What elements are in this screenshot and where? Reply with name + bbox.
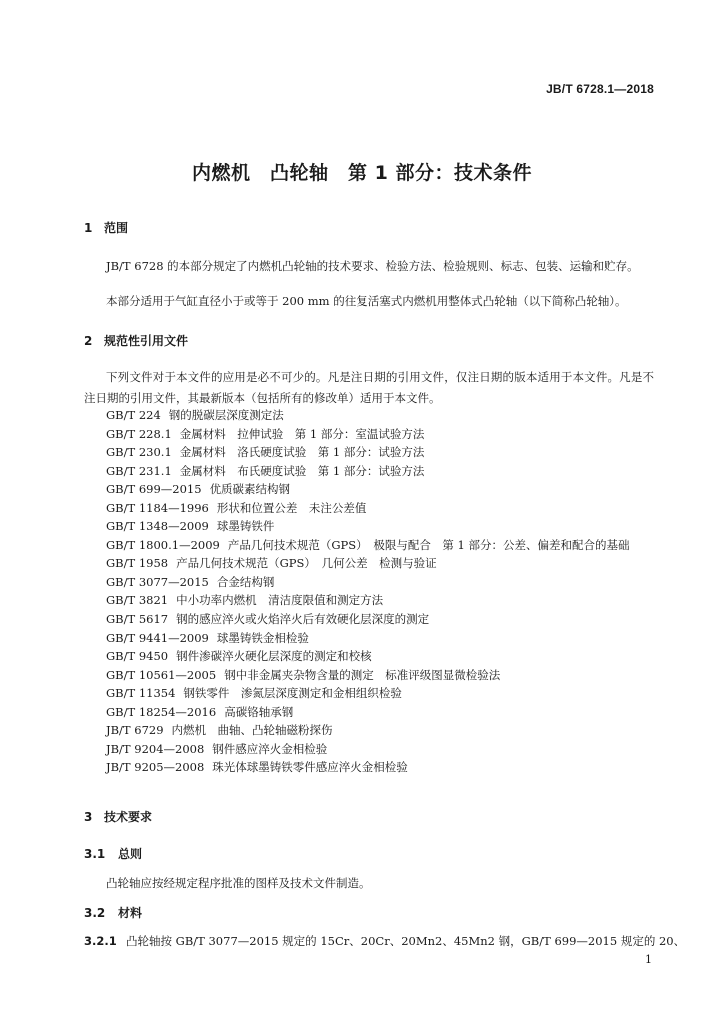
section-number: 1	[84, 221, 93, 235]
general-requirement-text: 凸轮轴应按经规定程序批准的图样及技术文件制造。	[106, 876, 371, 890]
reference-item	[106, 406, 630, 425]
reference-item	[106, 740, 630, 759]
reference-code: GB/T 3077—2015	[106, 574, 209, 589]
reference-code: JB/T 9204—2008	[106, 741, 205, 756]
section-number: 3	[84, 810, 93, 824]
reference-code: GB/T 9450	[106, 649, 169, 664]
reference-item	[106, 703, 630, 722]
reference-title: 珠光体球墨铸铁零件感应淬火金相检验	[212, 760, 408, 775]
reference-code: GB/T 10561—2005	[106, 667, 217, 682]
reference-item	[106, 480, 630, 499]
section-title: 范围	[104, 221, 129, 235]
reference-item	[106, 462, 630, 481]
reference-title: 金属材料 拉伸试验 第 1 部分：室温试验方法	[179, 426, 425, 441]
reference-code: JB/T 9205—2008	[106, 760, 205, 775]
reference-title: 形状和位置公差 未注公差值	[216, 500, 367, 515]
reference-title: 金属材料 布氏硬度试验 第 1 部分：试验方法	[179, 463, 425, 478]
reference-title: 合金结构钢	[216, 574, 275, 589]
subsection-title: 材料	[118, 906, 143, 920]
reference-title: 金属材料 洛氏硬度试验 第 1 部分：试验方法	[179, 445, 425, 460]
reference-code: GB/T 18254—2016	[106, 704, 217, 719]
reference-code: GB/T 5617	[106, 612, 169, 627]
section-title: 规范性引用文件	[104, 334, 189, 348]
reference-code: GB/T 1184—1996	[106, 500, 209, 515]
reference-item	[106, 443, 630, 462]
reference-code: GB/T 228.1	[106, 426, 172, 441]
reference-title: 产品几何技术规范（GPS） 几何公差 检测与验证	[176, 556, 437, 571]
section-2-heading	[84, 332, 188, 349]
reference-item	[106, 573, 630, 592]
reference-title: 钢件渗碳淬火硬化层深度的测定和校核	[176, 649, 372, 664]
reference-item	[106, 721, 630, 740]
reference-title: 钢的脱碳层深度测定法	[168, 408, 284, 422]
reference-code: GB/T 9441—2009	[106, 630, 209, 645]
reference-title: 球墨铸铁金相检验	[216, 630, 309, 645]
subsection-3-1-heading	[84, 845, 142, 862]
section-3-heading	[84, 808, 152, 825]
section-1-heading	[84, 219, 128, 236]
reference-item	[106, 647, 630, 666]
reference-item	[106, 684, 630, 703]
section-number: 2	[84, 334, 93, 348]
reference-item	[106, 517, 630, 536]
reference-title: 钢铁零件 渗氮层深度测定和金相组织检验	[183, 686, 402, 701]
standard-number: JB/T 6728.1—2018	[546, 82, 654, 96]
clause-text: 凸轮轴按 GB/T 3077—2015 规定的 15Cr、20Cr、20Mn2、45Mn2 钢，GB/T 699—2015 规定的 20、	[126, 934, 686, 948]
normative-reference-list	[106, 406, 630, 777]
subsection-title: 总则	[118, 847, 143, 861]
scope-paragraph-2: 本部分适用于气缸直径小于或等于 200 mm 的往复活塞式内燃机用整体式凸轮轴（以下简称凸轮轴）。	[106, 294, 627, 308]
reference-title: 钢件感应淬火金相检验	[212, 741, 328, 756]
section-title: 技术要求	[104, 810, 153, 824]
reference-title: 中小功率内燃机 清洁度限值和测定方法	[176, 593, 384, 608]
reference-code: GB/T 3821	[106, 593, 169, 608]
reference-code: GB/T 11354	[106, 686, 176, 701]
reference-title: 内燃机 曲轴、凸轮轴磁粉探伤	[171, 723, 333, 738]
reference-title: 钢的感应淬火或火焰淬火后有效硬化层深度的测定	[176, 612, 430, 627]
scope-paragraph-1: JB/T 6728 的本部分规定了内燃机凸轮轴的技术要求、检验方法、检验规则、标志、包装、运输和贮存。	[106, 259, 639, 273]
document-title: 内燃机 凸轮轴 第 1 部分：技术条件	[192, 162, 532, 184]
reference-item	[106, 666, 630, 685]
reference-title: 钢中非金属夹杂物含量的测定 标准评级图显微检验法	[224, 667, 501, 682]
reference-code: GB/T 699—2015	[106, 482, 202, 497]
reference-title: 高碳铬轴承钢	[224, 704, 294, 719]
reference-item	[106, 536, 630, 555]
page-number: 1	[645, 953, 652, 966]
reference-item	[106, 499, 630, 518]
subsection-number: 3.2	[84, 906, 106, 920]
reference-item	[106, 591, 630, 610]
reference-item	[106, 610, 630, 629]
reference-item	[106, 758, 630, 777]
clause-3-2-1	[84, 933, 685, 949]
reference-title: 优质碳素结构钢	[209, 482, 291, 497]
reference-code: GB/T 1348—2009	[106, 519, 209, 534]
reference-item	[106, 554, 630, 573]
reference-code: GB/T 230.1	[106, 445, 172, 460]
reference-code: GB/T 1958	[106, 556, 169, 571]
reference-title: 产品几何技术规范（GPS） 极限与配合 第 1 部分：公差、偏差和配合的基础	[227, 537, 630, 552]
subsection-number: 3.1	[84, 847, 106, 861]
reference-title: 球墨铸铁件	[216, 519, 275, 534]
reference-code: GB/T 1800.1—2009	[106, 537, 220, 552]
reference-code: GB/T 224	[106, 408, 161, 422]
reference-code: JB/T 6729	[106, 723, 164, 738]
subsection-3-2-heading	[84, 904, 142, 921]
reference-item	[106, 425, 630, 444]
reference-item	[106, 629, 630, 648]
references-intro: 下列文件对于本文件的应用是必不可少的。凡是注日期的引用文件，仅注日期的版本适用于本文件。凡是不注日期的引用文件，其最新版本（包括所有的修改单）适用于本文件。	[84, 370, 654, 405]
reference-code: GB/T 231.1	[106, 463, 172, 478]
clause-number: 3.2.1	[84, 934, 117, 948]
